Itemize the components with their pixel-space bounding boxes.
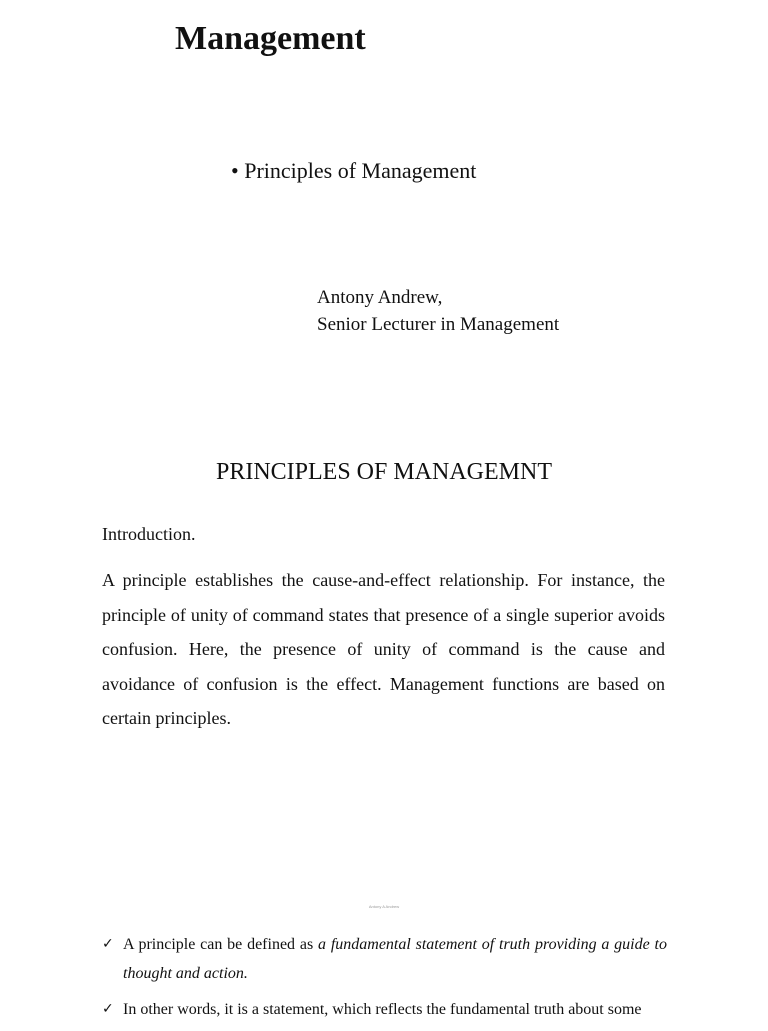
author-name: Antony Andrew, xyxy=(317,287,443,308)
bullet-symbol: • xyxy=(231,158,239,183)
checklist-item-text: A principle can be defined as xyxy=(123,936,319,953)
document-heading: PRINCIPLES OF MANAGEMNT xyxy=(215,459,553,485)
bullet-text: Principles of Management xyxy=(244,158,477,183)
slide-bullet xyxy=(231,158,476,184)
principle-checklist xyxy=(102,930,667,1031)
intro-paragraph: A principle establishes the cause-and-effect relationship. For instance, the principle of unity of command states that presence of a single superior avoids confusion. Here, the presence of unity of command is the cause and avoidance of confusion is the effect. Management functions are based on certain principles. xyxy=(102,570,665,728)
checkmark-icon: ✓ xyxy=(102,936,114,952)
checkmark-icon: ✓ xyxy=(102,1001,114,1017)
checklist-item xyxy=(102,995,667,1024)
footer-mark: Antony A Andrew xyxy=(368,904,400,909)
checklist-item xyxy=(102,930,667,988)
checklist-item-text: In other words, it is a statement, which reflects the fundamental truth about some xyxy=(123,1001,642,1018)
author-role: Senior Lecturer in Management xyxy=(317,314,560,335)
intro-label: Introduction. xyxy=(102,524,196,544)
checklist-item-italic-text: a fundamental statement of truth providing a guide to thought and action. xyxy=(123,936,667,982)
slide-title: Management xyxy=(175,20,366,57)
